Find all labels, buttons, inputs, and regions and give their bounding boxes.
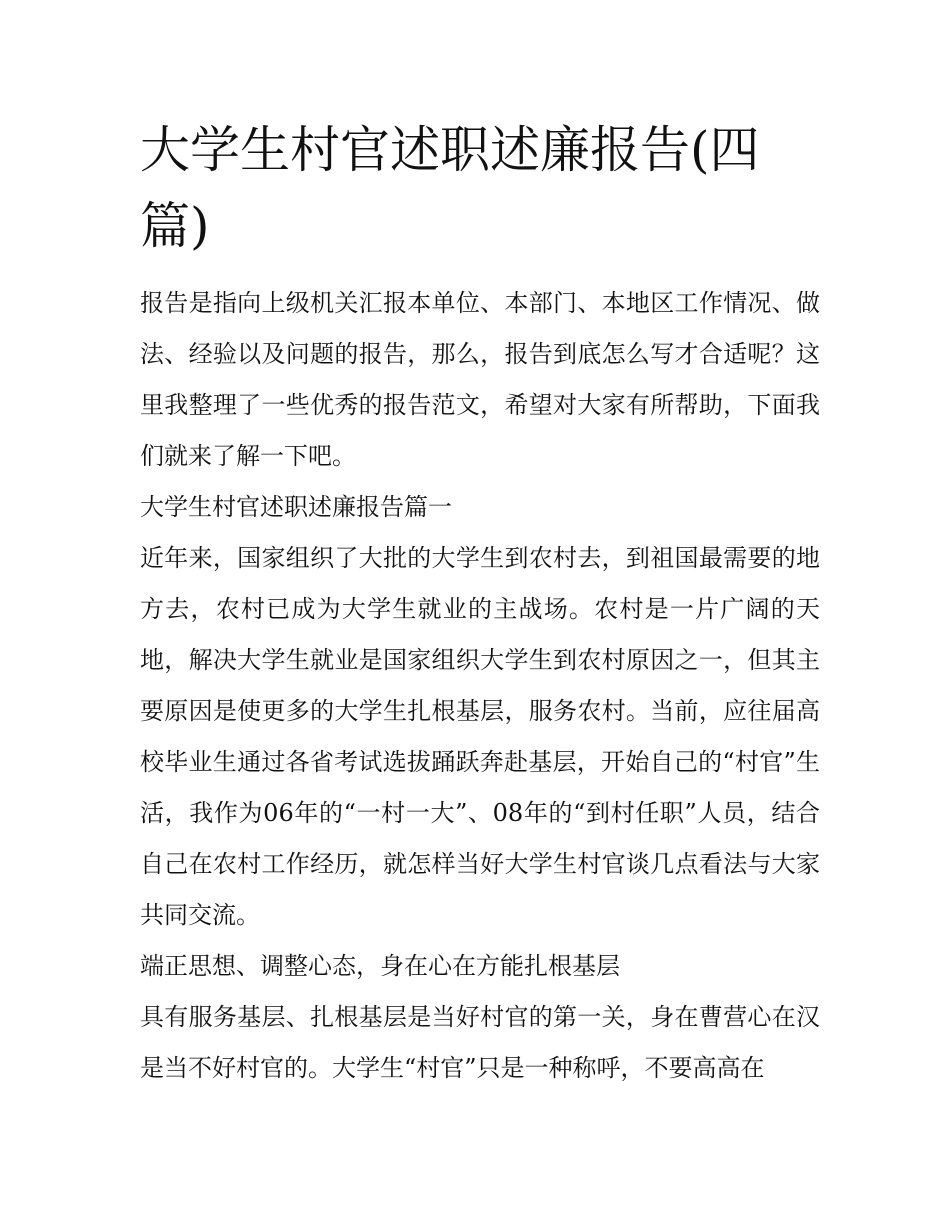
intro-paragraph: 报告是指向上级机关汇报本单位、本部门、本地区工作情况、做法、经验以及问题的报告，那么，报告到底怎么写才合适呢？这里我整理了一些优秀的报告范文，希望对大家有所帮助，下面我们就来了解一下吧。 (140, 289, 820, 470)
subsection-heading: 端正思想、调整心态，身在心在方能扎根基层 (140, 952, 620, 980)
body-paragraph: 近年来，国家组织了大批的大学生到农村去，到祖国最需要的地方去，农村已成为大学生就业的主战场。农村是一片广阔的天地，解决大学生就业是国家组织大学生到农村原因之一，但其主要原因是使更多的大学生扎根基层，服务农村。当前，应往届高校毕业生通过各省考试选拔踊跃奔赴基层，开始自己的“村官”生活，我作为06年的“一村一大”、08年的“到村任职”人员，结合自己在农村工作经历，就怎样当好大学生村官谈几点看法与大家共同交流。 (140, 544, 820, 929)
body-paragraph-continued: 具有服务基层、扎根基层是当好村官的第一关，身在曹营心在汉是当不好村官的。大学生“村官”只是一种称呼，不要高高在 (140, 1003, 820, 1082)
section-heading-part-one: 大学生村官述职述廉报告篇一 (140, 493, 452, 521)
document-title: 大学生村官述职述廉报告(四篇) (140, 121, 760, 255)
document-body (140, 278, 820, 1094)
